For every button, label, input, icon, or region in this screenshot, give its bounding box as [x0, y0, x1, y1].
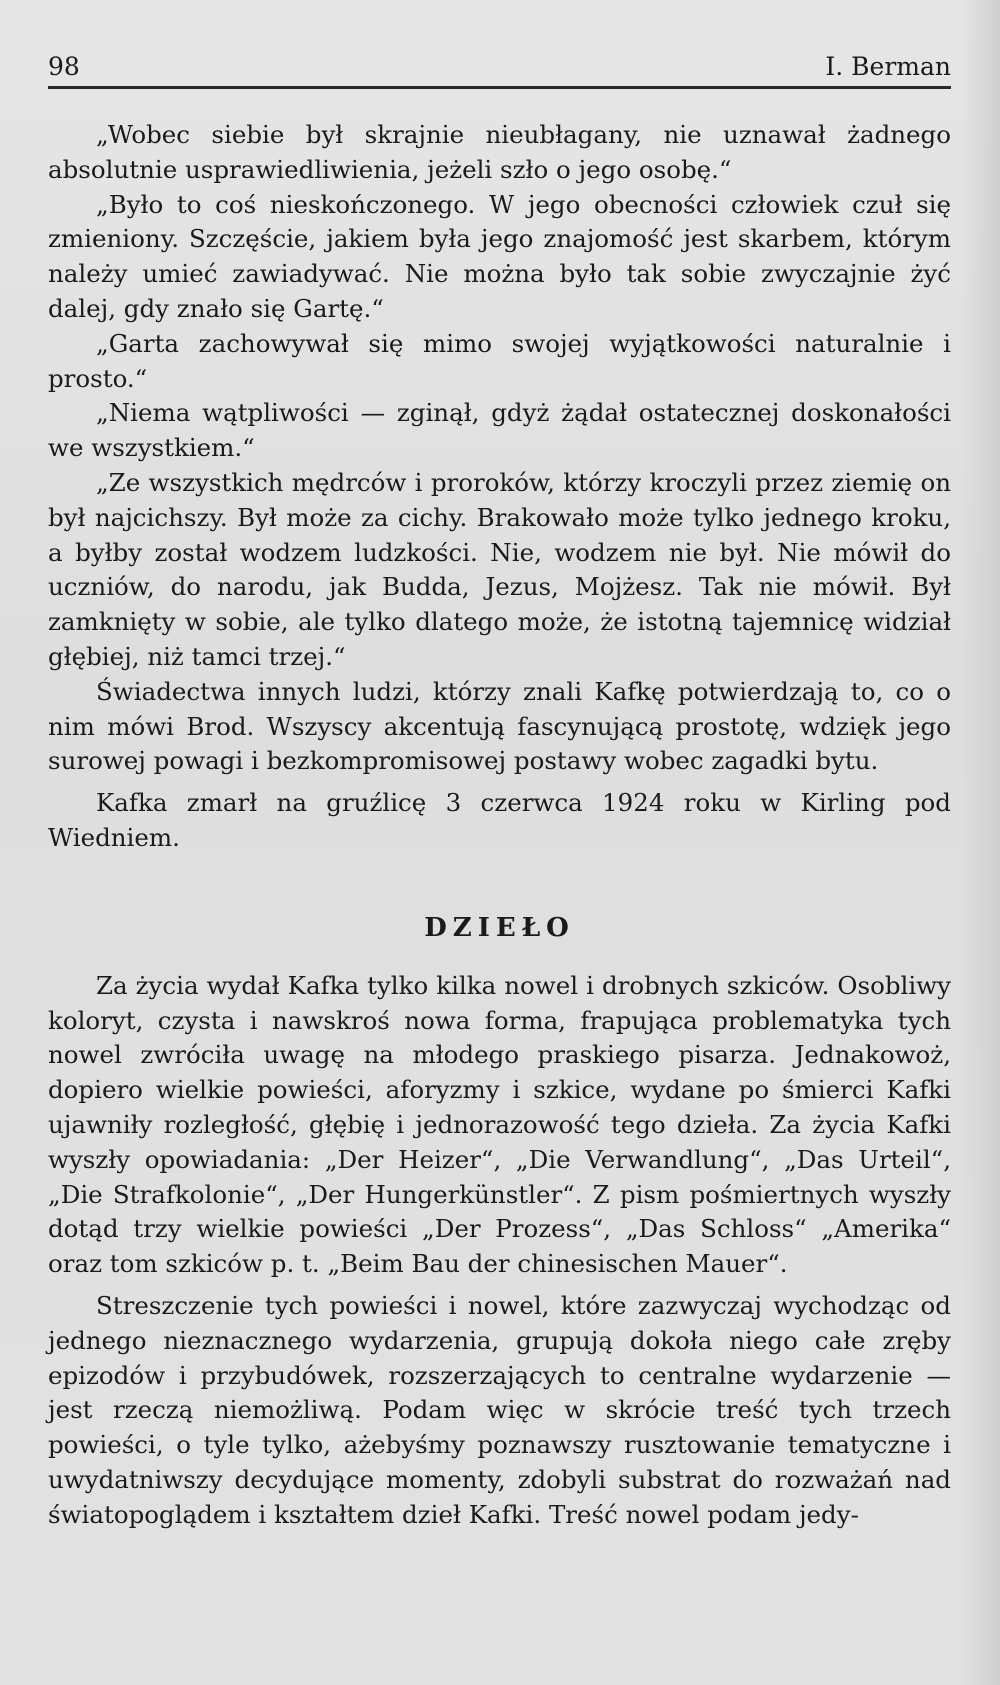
paragraph-testimonies: Świadectwa innych ludzi, którzy znali Kafkę potwierdzają to, co o nim mówi Brod. Wszyscy akcentują fascynującą prostotę, wdzięk jego surowej powagi i bezkompromisowej postawy wobec zagadki bytu. — [48, 676, 951, 776]
header-rule — [48, 86, 951, 89]
page-number: 98 — [48, 52, 80, 81]
body-text — [48, 118, 951, 1532]
paragraph-quote-2: „Było to coś nieskończonego. W jego obecności człowiek czuł się zmieniony. Szczęście, jakiem była jego znajomość jest skarbem, którym należy umieć zawiadywać. Nie można było tak sobie zwyczajnie żyć dalej, gdy znało się Gartę.“ — [48, 189, 951, 323]
paragraph-death: Kafka zmarł na gruźlicę 3 czerwca 1924 roku w Kirling pod Wiedniem. — [48, 788, 951, 852]
paragraph-quote-1: „Wobec siebie był skrajnie nieubłagany, nie uznawał żadnego absolutnie usprawiedliwienia, jeżeli szło o jego osobę.“ — [48, 120, 951, 184]
paragraph-quote-4: „Niema wątpliwości — zginął, gdyż żądał ostatecznej doskonałości we wszystkiem.“ — [48, 398, 951, 463]
page-header — [48, 52, 951, 90]
running-head-author: I. Berman — [825, 52, 951, 81]
paragraph-works: Za życia wydał Kafka tylko kilka nowel i drobnych szkiców. Osobliwy koloryt, czysta i nawskroś nowa forma, frapująca problematyka tych nowel zwróciła uwagę na młodego praskiego pisarza. Jednakowoż, dopiero wielkie powieści, aforyzmy i szkice, wydane po śmierci Kafki ujawniły rozległość, głębię i jednorazowość tego dzieła. Za życia Kafki wyszły opowiadania: „Der Heizer“, „Die Verwandlung“, „Das Urteil“, „Die Strafkolonie“, „Der Hungerkünstler“. Z pism pośmiertnych wyszły dotąd trzy wielkie powieści „Der Prozess“, „Das Schloss“ „Amerika“ oraz tom szkiców p. t. „Beim Bau der chinesischen Mauer“. — [48, 970, 951, 1279]
paragraph-quote-3: „Garta zachowywał się mimo swojej wyjątkowości naturalnie i prosto.“ — [48, 328, 951, 393]
page-edge-shadow — [960, 0, 1000, 1685]
paragraph-quote-5: „Ze wszystkich mędrców i proroków, którzy kroczyli przez ziemię on był najcichszy. Był może za cichy. Brakowało może tylko jednego kroku, a byłby został wodzem ludzkości. Nie, wodzem nie był. Nie mówił do uczniów, do narodu, jak Budda, Jezus, Mojżesz. Tak nie mówił. Był zamknięty w sobie, ale tylko dlatego może, że istotną tajemnicę widział głębiej, niż tamci trzej.“ — [48, 467, 951, 671]
section-heading: DZIEŁO — [424, 912, 575, 943]
paragraph-summary: Streszczenie tych powieści i nowel, które zazwyczaj wychodząc od jednego nieznacznego wydarzenia, grupują dokoła niego całe zręby epizodów i przybudówek, rozszerzających to centralne wydarzenie — jest rzeczą niemożliwą. Podam więc w skrócie treść tych trzech powieści, o tyle tylko, ażebyśmy poznawszy rusztowanie tematyczne i uwydatniwszy decydujące momenty, zdobyli substrat do rozważań nad światopoglądem i kształtem dzieł Kafki. Treść nowel podam jedy- — [48, 1290, 951, 1529]
